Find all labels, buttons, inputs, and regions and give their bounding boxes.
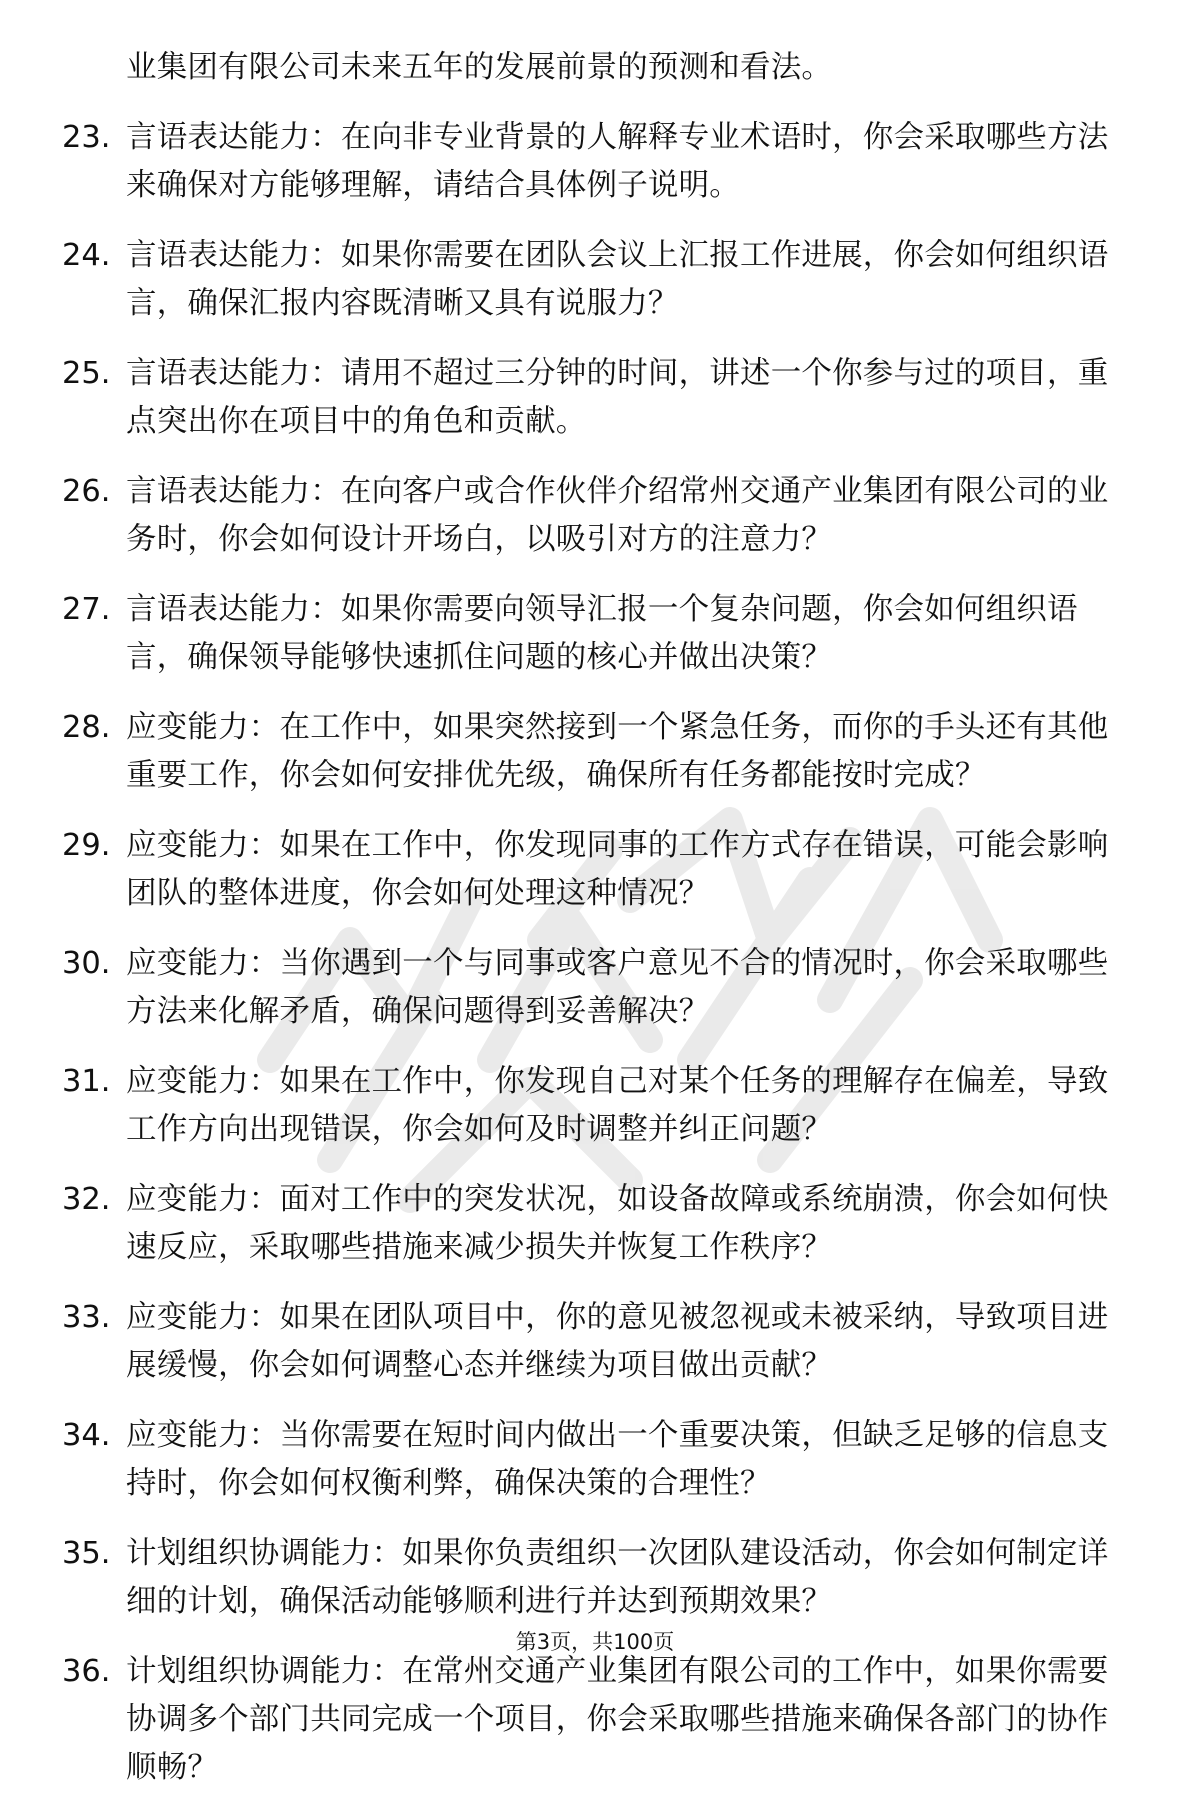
list-item (62, 1176, 1122, 1272)
item-text: 言语表达能力：请用不超过三分钟的时间，讲述一个你参与过的项目，重点突出你在项目中的角色和贡献。 (126, 356, 1109, 439)
item-text: 言语表达能力：在向非专业背景的人解释专业术语时，你会采取哪些方法来确保对方能够理解，请结合具体例子说明。 (126, 120, 1109, 203)
item-text: 言语表达能力：在向客户或合作伙伴介绍常州交通产业集团有限公司的业务时，你会如何设计开场白，以吸引对方的注意力？ (126, 474, 1109, 557)
item-text: 应变能力：面对工作中的突发状况，如设备故障或系统崩溃，你会如何快速反应，采取哪些措施来减少损失并恢复工作秩序？ (126, 1182, 1109, 1265)
item-text: 应变能力：当你需要在短时间内做出一个重要决策，但缺乏足够的信息支持时，你会如何权衡利弊，确保决策的合理性？ (126, 1418, 1109, 1501)
list-item (62, 704, 1122, 800)
item-text: 计划组织协调能力：如果你负责组织一次团队建设活动，你会如何制定详细的计划，确保活动能够顺利进行并达到预期效果？ (126, 1536, 1109, 1619)
item-number: 24. (62, 238, 111, 273)
item-number: 35. (62, 1536, 111, 1571)
list-item (62, 822, 1122, 918)
item-text: 应变能力：如果在团队项目中，你的意见被忽视或未被采纳，导致项目进展缓慢，你会如何调整心态并继续为项目做出贡献？ (126, 1300, 1109, 1383)
item-text: 应变能力：如果在工作中，你发现同事的工作方式存在错误，可能会影响团队的整体进度，你会如何处理这种情况？ (126, 828, 1109, 911)
list-item (62, 1412, 1122, 1508)
continuation-text: 业集团有限公司未来五年的发展前景的预测和看法。 (126, 50, 833, 85)
item-number: 34. (62, 1418, 111, 1453)
list-item (62, 586, 1122, 682)
item-text: 应变能力：当你遇到一个与同事或客户意见不合的情况时，你会采取哪些方法来化解矛盾，确保问题得到妥善解决？ (126, 946, 1109, 1029)
item-text: 计划组织协调能力：在常州交通产业集团有限公司的工作中，如果你需要协调多个部门共同完成一个项目，你会采取哪些措施来确保各部门的协作顺畅？ (126, 1654, 1109, 1785)
item-number: 26. (62, 474, 111, 509)
list-item (62, 350, 1122, 446)
item-text: 言语表达能力：如果你需要在团队会议上汇报工作进展，你会如何组织语言，确保汇报内容既清晰又具有说服力？ (126, 238, 1109, 321)
list-item (62, 1058, 1122, 1154)
item-number: 33. (62, 1300, 111, 1335)
list-item (62, 1294, 1122, 1390)
page-footer: 第3页，共100页 (515, 1630, 675, 1654)
item-number: 36. (62, 1654, 111, 1689)
list-item (62, 940, 1122, 1036)
item-number: 32. (62, 1182, 111, 1217)
question-list (62, 44, 1122, 1814)
list-item (62, 114, 1122, 210)
item-number: 27. (62, 592, 111, 627)
item-number: 23. (62, 120, 111, 155)
list-item (62, 468, 1122, 564)
item-number: 28. (62, 710, 111, 745)
item-text: 应变能力：在工作中，如果突然接到一个紧急任务，而你的手头还有其他重要工作，你会如何安排优先级，确保所有任务都能按时完成？ (126, 710, 1109, 793)
list-item (62, 1530, 1122, 1626)
list-item (62, 1648, 1122, 1792)
item-text: 应变能力：如果在工作中，你发现自己对某个任务的理解存在偏差，导致工作方向出现错误，你会如何及时调整并纠正问题？ (126, 1064, 1109, 1147)
item-number: 29. (62, 828, 111, 863)
item-number: 30. (62, 946, 111, 981)
list-item (62, 232, 1122, 328)
item-number: 31. (62, 1064, 111, 1099)
item-number: 25. (62, 356, 111, 391)
item-text: 言语表达能力：如果你需要向领导汇报一个复杂问题，你会如何组织语言，确保领导能够快速抓住问题的核心并做出决策？ (126, 592, 1078, 675)
